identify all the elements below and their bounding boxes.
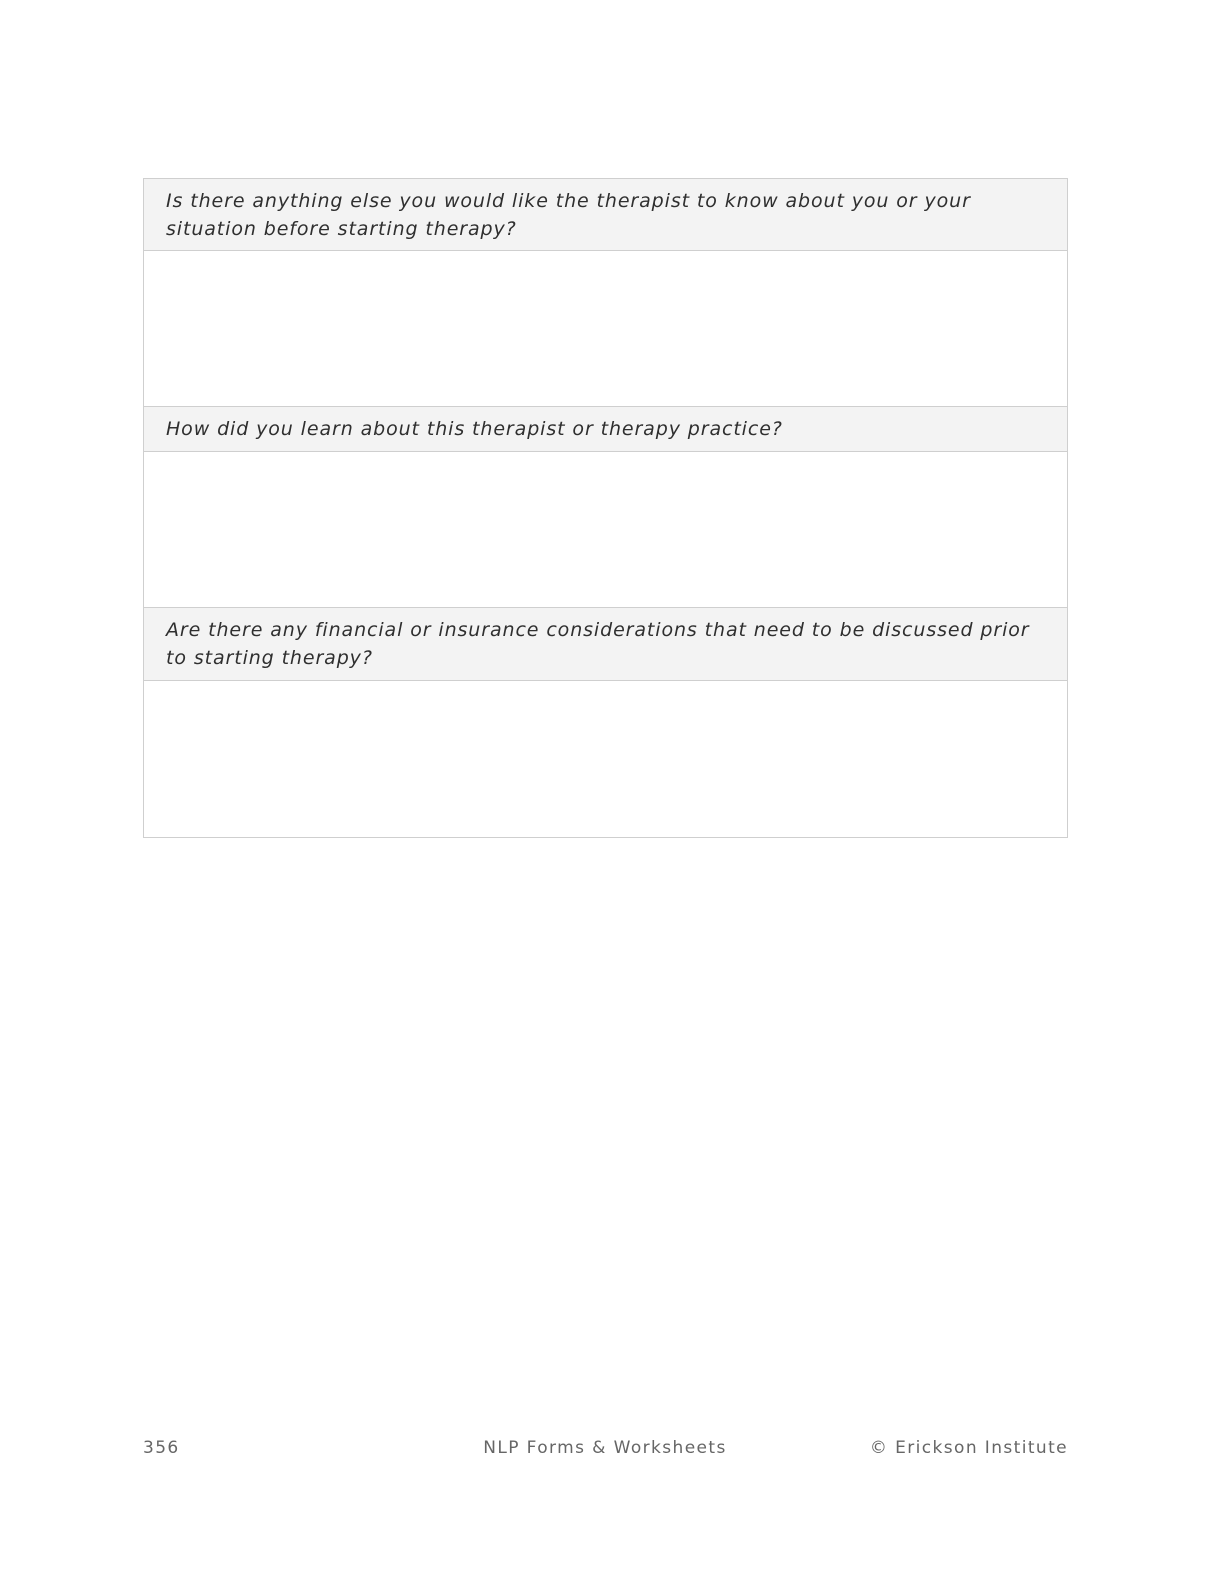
page-number: 356: [143, 1438, 180, 1458]
question-financial-insurance: Are there any financial or insurance considerations that need to be discussed prior to starting therapy?: [144, 608, 1067, 681]
question-how-learned: How did you learn about this therapist or therapy practice?: [144, 407, 1067, 452]
footer-title: NLP Forms & Worksheets: [483, 1438, 727, 1458]
footer-copyright: © Erickson Institute: [869, 1438, 1068, 1458]
answer-area-how-learned[interactable]: [144, 452, 1067, 608]
answer-area-financial-insurance[interactable]: [144, 681, 1067, 837]
question-anything-else: Is there anything else you would like the therapist to know about you or your situation before starting therapy?: [144, 179, 1067, 251]
intake-form-table: [143, 178, 1068, 838]
answer-area-anything-else[interactable]: [144, 251, 1067, 407]
